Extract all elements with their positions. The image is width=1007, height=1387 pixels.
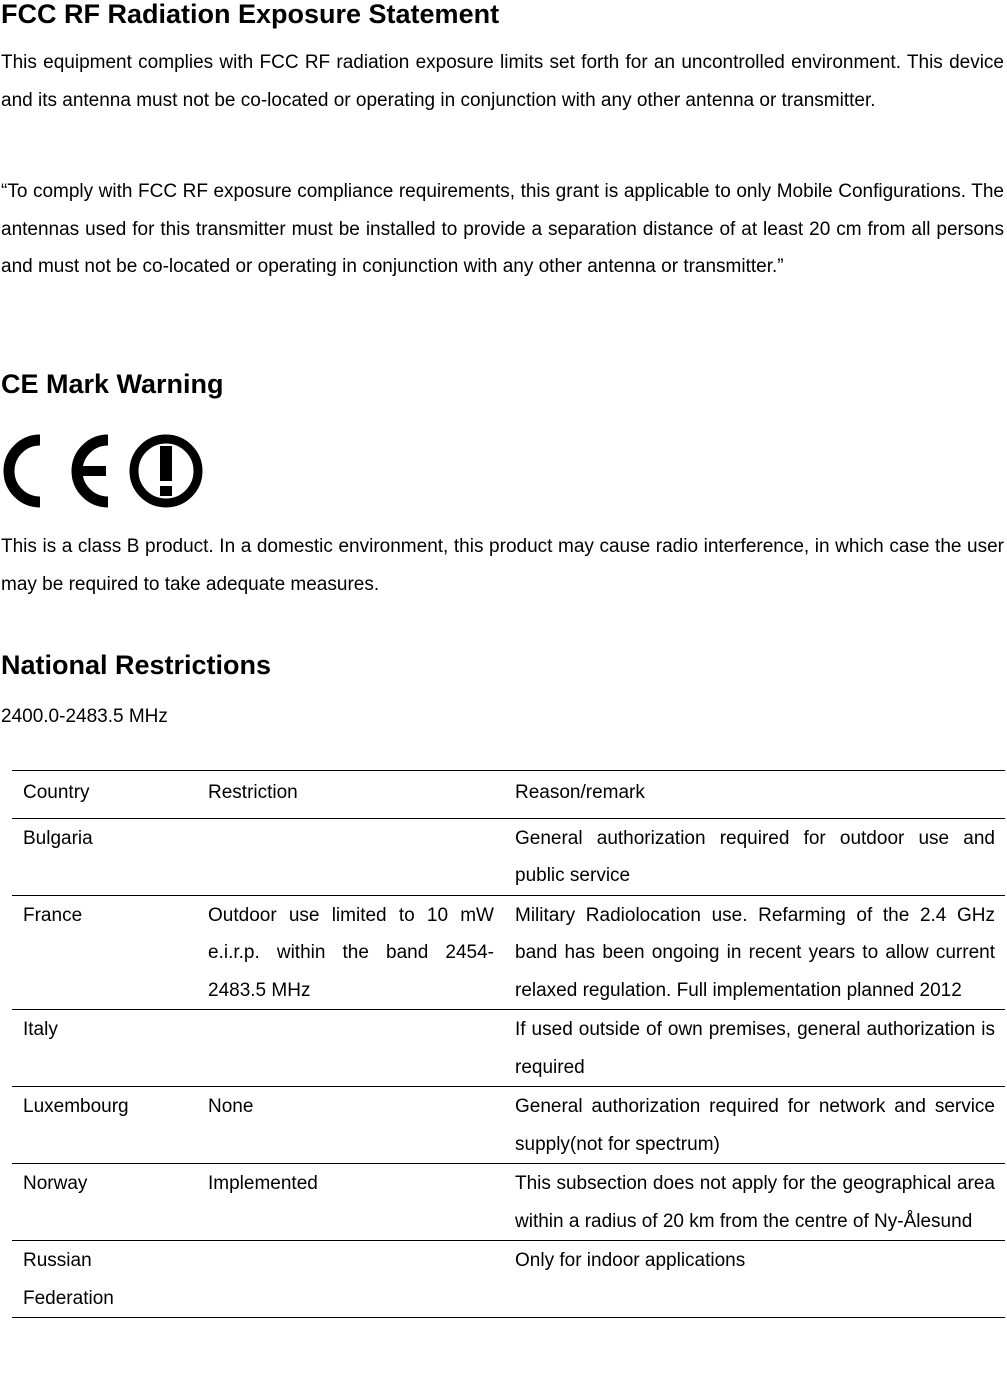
country-cell: France xyxy=(12,895,197,1010)
country-cell: Russian Federation xyxy=(12,1241,197,1318)
header-restriction: Restriction xyxy=(197,771,504,819)
fcc-heading: FCC RF Radiation Exposure Statement xyxy=(1,0,500,29)
country-cell: Italy xyxy=(12,1010,197,1087)
table-row xyxy=(12,818,1005,895)
national-restrictions-heading: National Restrictions xyxy=(1,650,272,680)
reason-cell: General authorization required for outdoor use and public service xyxy=(504,818,1005,895)
restriction-cell xyxy=(197,1241,504,1318)
restrictions-table xyxy=(12,770,1005,1318)
fcc-paragraph-1: This equipment complies with FCC RF radiation exposure limits set forth for an uncontrolled environment. This device and its antenna must not be co-located or operating in conjunction with any other antenna or transmitter. xyxy=(1,52,1004,111)
ce-paragraph: This is a class B product. In a domestic environment, this product may cause radio interference, in which case the user may be required to take adequate measures. xyxy=(1,536,1004,595)
reason-cell: Military Radiolocation use. Refarming of the 2.4 GHz band has been ongoing in recent years to allow current relaxed regulation. Full implementation planned 2012 xyxy=(504,895,1005,1010)
restriction-cell xyxy=(197,818,504,895)
restriction-cell: None xyxy=(197,1087,504,1164)
reason-cell: General authorization required for network and service supply(not for spectrum) xyxy=(504,1087,1005,1164)
restriction-cell: Outdoor use limited to 10 mW e.i.r.p. within the band 2454-2483.5 MHz xyxy=(197,895,504,1010)
table-header-row xyxy=(12,771,1005,819)
restriction-cell xyxy=(197,1010,504,1087)
ce-heading: CE Mark Warning xyxy=(1,369,224,399)
reason-cell: This subsection does not apply for the geographical area within a radius of 20 km from the centre of Ny-Ålesund xyxy=(504,1164,1005,1241)
ce-alert-mark-icon xyxy=(0,432,206,510)
table-row xyxy=(12,1241,1005,1318)
table-row xyxy=(12,895,1005,1010)
reason-cell: If used outside of own premises, general authorization is required xyxy=(504,1010,1005,1087)
country-cell: Bulgaria xyxy=(12,818,197,895)
table-row xyxy=(12,1087,1005,1164)
frequency-range: 2400.0-2483.5 MHz xyxy=(1,706,168,727)
table-row xyxy=(12,1164,1005,1241)
header-reason: Reason/remark xyxy=(504,771,1005,819)
country-cell: Norway xyxy=(12,1164,197,1241)
fcc-paragraph-2: “To comply with FCC RF exposure compliance requirements, this grant is applicable to only Mobile Configurations. The antennas used for this transmitter must be installed to provide a separation distance of at least 20 cm from all persons and must not be co-located or operating in conjunction with any other antenna or transmitter.” xyxy=(1,181,1004,277)
header-country: Country xyxy=(12,771,197,819)
table-row xyxy=(12,1010,1005,1087)
restriction-cell: Implemented xyxy=(197,1164,504,1241)
reason-cell: Only for indoor applications xyxy=(504,1241,1005,1318)
country-cell: Luxembourg xyxy=(12,1087,197,1164)
